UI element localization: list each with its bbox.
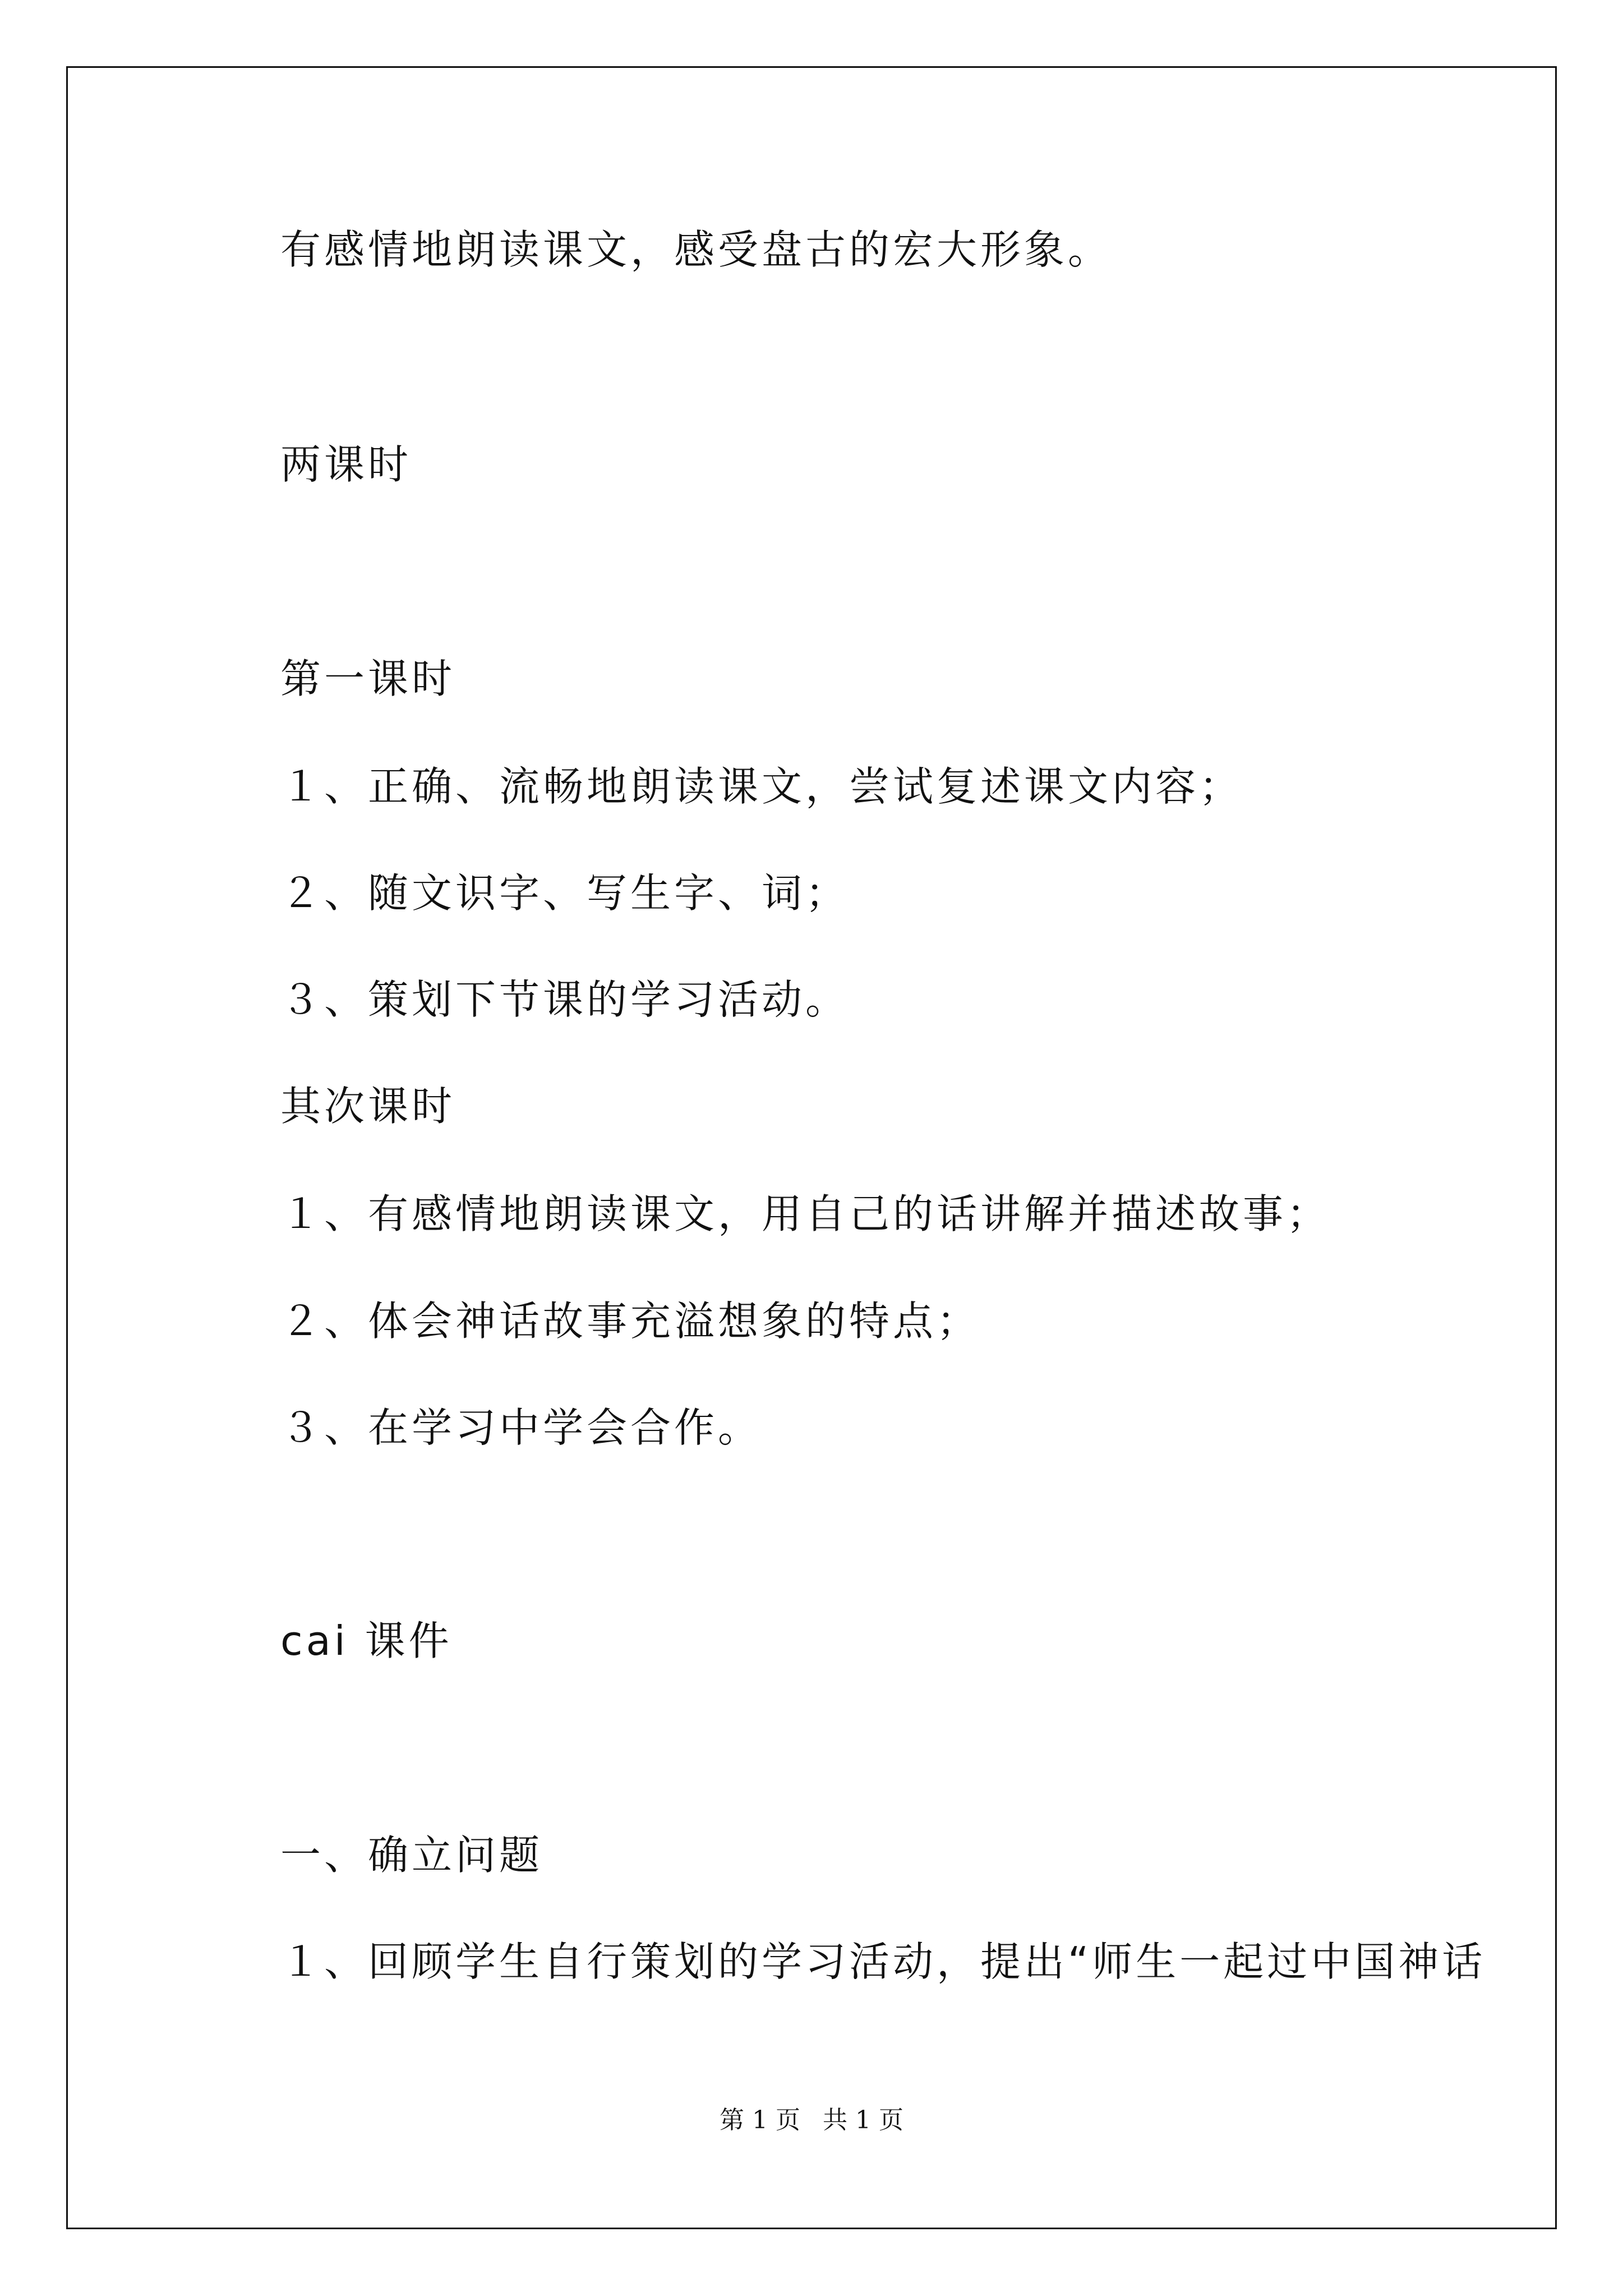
text-line-objective: 有感情地朗读课文，感受盘古的宏大形象。 [280,226,1112,273]
list-item: ２、随文识字、写生字、词； [280,869,850,917]
list-item: １、回顾学生自行策划的学习活动，提出“师生一起过中国神话 [280,1938,1486,1985]
list-item: ３、在学习中学会合作。 [280,1404,762,1451]
page-border [66,66,1557,2229]
list-item: ２、体会神话故事充溢想象的特点； [280,1297,981,1345]
heading-second-lesson: 其次课时 [280,1083,456,1130]
page-total: 共 1 页 [823,2106,903,2134]
heading-section-one: 一、确立问题 [280,1832,543,1879]
list-item: １、有感情地朗读课文，用自己的话讲解并描述故事； [280,1190,1331,1237]
text-line-materials: cai 课件 [280,1617,453,1664]
heading-first-lesson: 第一课时 [280,655,456,702]
list-item: ３、策划下节课的学习活动。 [280,976,850,1023]
page-footer [0,2105,1623,2136]
text-line-duration: 两课时 [280,441,412,488]
list-item: １、正确、流畅地朗读课文，尝试复述课文内容； [280,763,1243,810]
page-number: 第 1 页 [720,2106,800,2134]
